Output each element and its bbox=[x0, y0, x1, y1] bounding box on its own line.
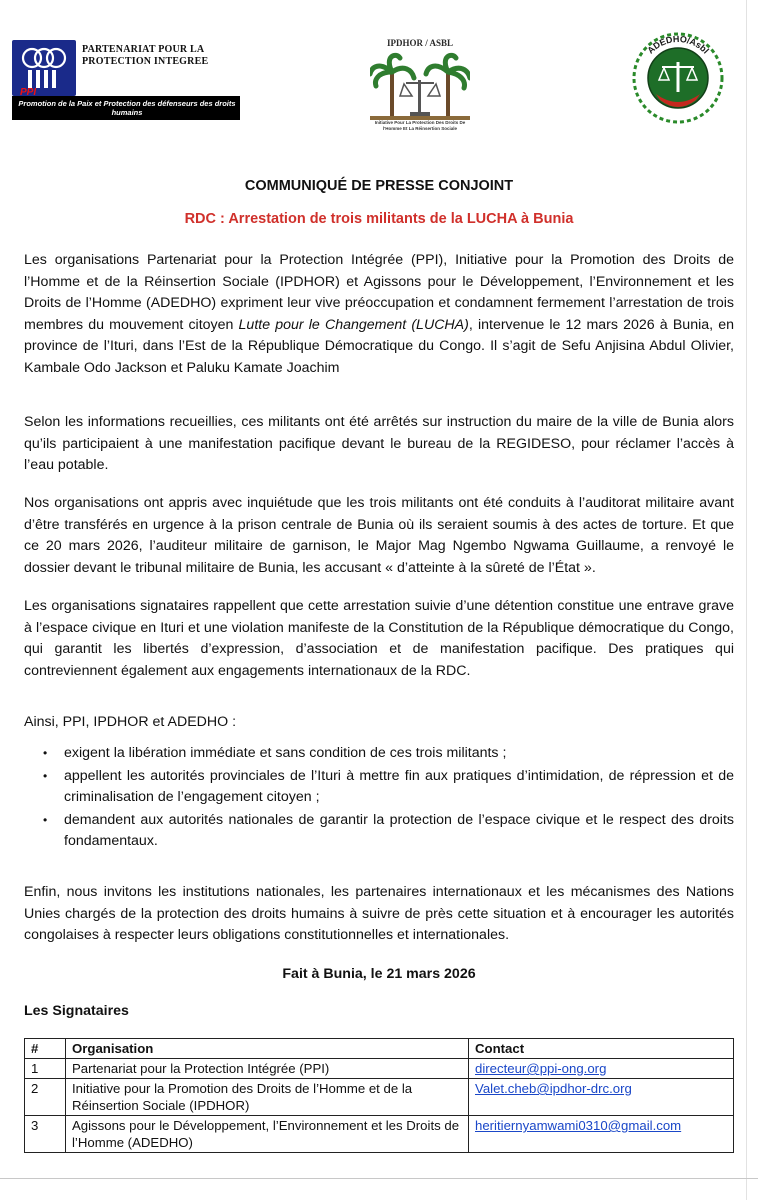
contact-email-link[interactable]: heritiernyamwami0310@gmail.com bbox=[475, 1118, 682, 1133]
ppi-tagline-strip bbox=[12, 87, 240, 120]
list-item-text: appellent les autorités provinciales de l’Ituri à mettre fin aux pratiques d’intimidation, de répression et de criminalisation de l’engagement citoyen ; bbox=[64, 767, 734, 805]
adedho-emblem-icon bbox=[626, 24, 730, 128]
bullet-icon: • bbox=[43, 812, 48, 827]
signatories-table bbox=[24, 1038, 734, 1153]
list-item-text: exigent la libération immédiate et sans condition de ces trois militants ; bbox=[64, 745, 507, 761]
row-number: 3 bbox=[25, 1116, 66, 1153]
row-organisation: Initiative pour la Promotion des Droits de l’Homme et de la Réinsertion Sociale (IPDHOR) bbox=[66, 1079, 469, 1116]
document-subtitle: RDC : Arrestation de trois militants de la LUCHA à Bunia bbox=[184, 211, 574, 227]
ipdhor-logo bbox=[362, 38, 478, 138]
table-header-row bbox=[25, 1039, 734, 1059]
paragraph-1-emphasis: Lutte pour le Changement (LUCHA) bbox=[238, 316, 469, 333]
signatories-heading: Les Signataires bbox=[24, 1003, 129, 1019]
bullet-icon: • bbox=[43, 768, 48, 783]
paragraph-2: Selon les informations recueillies, ces militants ont été arrêtés sur instruction du maire de la ville de Bunia alors qu’ils participaient à une manifestation pacifique devant le bureau de la REGIDESO, pour réclamer l’accès à l’eau potable. bbox=[24, 414, 734, 473]
contact-email-link[interactable]: Valet.cheb@ipdhor-drc.org bbox=[475, 1081, 632, 1096]
table-row bbox=[25, 1079, 734, 1116]
list-item bbox=[24, 810, 734, 853]
adedho-logo bbox=[626, 24, 730, 128]
bullet-icon: • bbox=[43, 746, 48, 760]
column-header-number: # bbox=[25, 1039, 66, 1059]
ppi-abbr: PPI bbox=[20, 87, 37, 98]
list-item bbox=[24, 743, 734, 765]
document-title: COMMUNIQUÉ DE PRESSE CONJOINT bbox=[244, 178, 514, 194]
row-organisation: Partenariat pour la Protection Intégrée (PPI) bbox=[66, 1059, 469, 1079]
column-header-contact: Contact bbox=[469, 1039, 734, 1059]
ppi-tagline: Promotion de la Paix et Protection des défenseurs des droits humains bbox=[18, 99, 236, 117]
table-row bbox=[25, 1116, 734, 1153]
demands-list bbox=[24, 743, 734, 854]
row-number: 1 bbox=[25, 1059, 66, 1079]
paragraph-1 bbox=[24, 250, 734, 379]
paragraph-5: Enfin, nous invitons les institutions nationales, les partenaires internationaux et les mécanismes des Nations Unies chargés de la protection des droits humains à suivre de près cette situation et à encourager les autorités congolaises à respecter leurs obligations constitutionnelles et internationales. bbox=[24, 884, 734, 943]
list-item bbox=[24, 766, 734, 809]
ppi-name: PARTENARIAT POUR LA PROTECTION INTEGREE bbox=[82, 44, 209, 67]
contact-email-link[interactable]: directeur@ppi-ong.org bbox=[475, 1061, 607, 1076]
palm-trees-scale-icon bbox=[370, 50, 470, 120]
ppi-logo bbox=[12, 38, 240, 120]
list-item-text: demandent aux autorités nationales de garantir la protection de l’espace civique et le respect des droits fondamentaux. bbox=[64, 811, 734, 849]
table-row bbox=[25, 1059, 734, 1079]
adedho-name: ADEDHO/Asbl bbox=[645, 33, 711, 56]
ipdhor-subtitle: Initiative Pour La Protection Des Droits De l'Homme Et La Réinsertion Sociale bbox=[374, 120, 466, 131]
paragraph-4: Les organisations signataires rappellent que cette arrestation suivie d’une détention constitue une entrave grave à l’espace civique en Ituri et une violation manifeste de la Constitution de la République démocratique du Congo, qui garantit les libertés d’expression, d’association et de manifestation pacifique. Des pratiques qui contreviennent également aux engagements internationaux de la RDC. bbox=[24, 598, 734, 679]
demands-intro: Ainsi, PPI, IPDHOR et ADEDHO : bbox=[24, 714, 237, 730]
paragraph-1-part-b: , intervenue le 12 mars 2026 à Bunia, en province de l’Ituri, dans l’Est de la République Démocratique du Congo. Il s’agit de Sefu Anjisina Abdul Olivier, Kambale Odo Jackson et Paluku Kamate Joachim bbox=[24, 316, 734, 376]
paragraph-3: Nos organisations ont appris avec inquiétude que les trois militants ont été conduits à l’auditorat militaire avant d’être transférés en urgence à la prison centrale de Bunia où ils seraient soumis à des actes de torture. Et que ce 20 mars 2026, l’auditeur militaire de garnison, le Major Mag Ngembo Ngwama Guillaume, a renvoyé le dossier devant le tribunal militaire de Bunia, les accusant « d’atteinte à la sûreté de l’État ». bbox=[24, 495, 734, 576]
column-header-organisation: Organisation bbox=[66, 1039, 469, 1059]
page-bottom-edge bbox=[0, 1178, 758, 1179]
paragraph-1-part-a: Les organisations Partenariat pour la Protection Intégrée (PPI), Initiative pour la Promotion des Droits de l’Homme et de la Réinsertion Sociale (IPDHOR) et Agissons pour le Développement, l’Environnement et les Droits de l’Homme (ADEDHO) expriment leur vive préoccupation et condamnent fermement l’arrestation de trois membres du mouvement citoyen bbox=[24, 252, 734, 333]
ipdhor-title: IPDHOR / ASBL bbox=[386, 38, 453, 48]
signature-place-date: Fait à Bunia, le 21 mars 2026 bbox=[282, 966, 476, 982]
row-organisation: Agissons pour le Développement, l’Environnement et les Droits de l’Homme (ADEDHO) bbox=[66, 1116, 469, 1153]
row-number: 2 bbox=[25, 1079, 66, 1116]
